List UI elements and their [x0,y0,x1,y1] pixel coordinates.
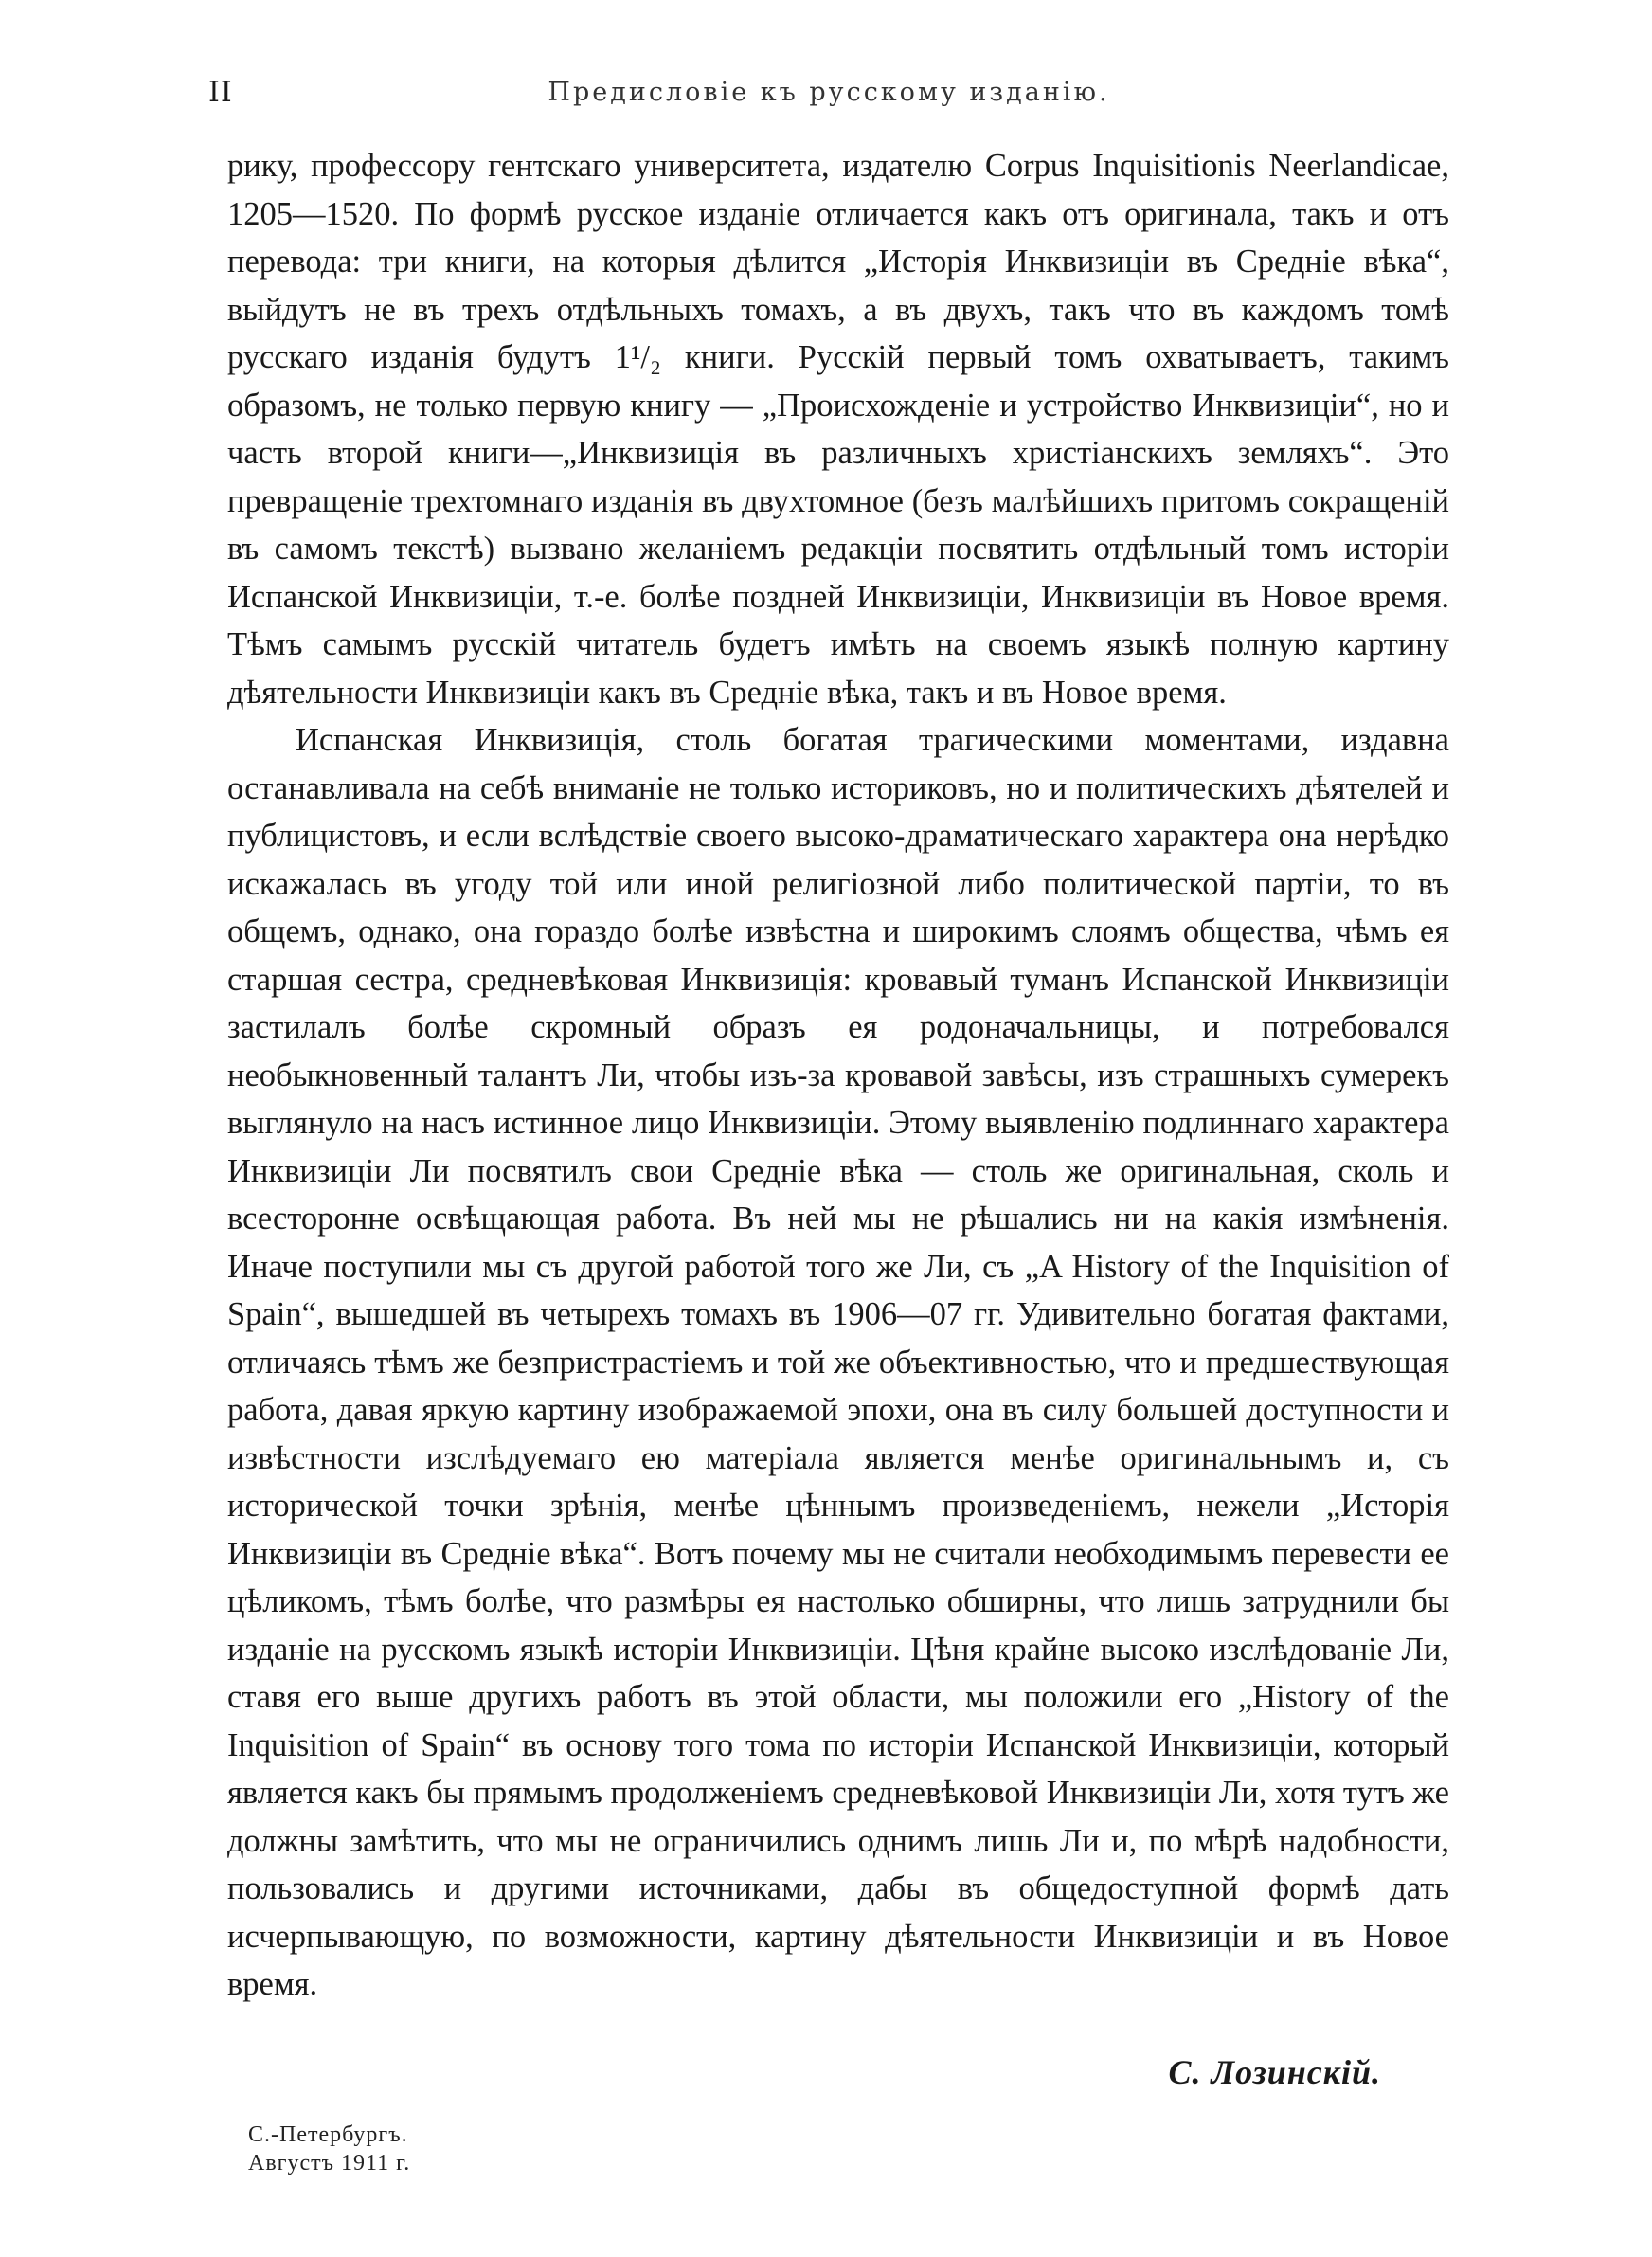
page-header [208,76,1449,123]
paragraph-continuation: рику, профессору гентскаго университета, издателю Corpus Inquisitionis Neerlandicae, 1205—1520. По формѣ русское изданіе отличается какъ отъ оригинала, такъ и отъ перевода: три книги, на которыя дѣлится „Исторія Инквизиціи въ Средніе вѣка“, выйдутъ не въ трехъ отдѣльныхъ томахъ, а въ двухъ, такъ что въ каждомъ томѣ русскаго изданія будутъ 1¹/₂ книги. Русскій первый томъ охватываетъ, такимъ образомъ, не только первую книгу — „Происхожденіе и устройство Инквизиціи“, но и часть второй книги—„Инквизиція въ различныхъ христіанскихъ земляхъ“. Это превращеніе трехтомнаго изданія въ двухтомное (безъ малѣйшихъ притомъ сокращеній въ самомъ текстѣ) вызвано желаніемъ редакціи посвятить отдѣльный томъ исторіи Испанской Инквизиціи, т.-е. болѣе поздней Инквизиціи, Инквизиціи въ Новое время. Тѣмъ самымъ русскій читатель будетъ имѣть на своемъ языкѣ полную картину дѣятельности Инквизиціи какъ въ Средніе вѣка, такъ и въ Новое время. [227,148,1449,711]
date: Августъ 1911 г. [248,2151,411,2176]
author-signature: С. Лозинскій. [1168,2053,1381,2091]
paragraph-spanish-inquisition: Испанская Инквизиція, столь богатая трагическими моментами, издавна останавливала на себѣ вниманіе не только историковъ, но и политическихъ дѣятелей и публицистовъ, и если вслѣдствіе своего высоко-драматическаго характера она нерѣдко искажалась въ угоду той или иной религіозной либо политической партіи, то въ общемъ, однако, она гораздо болѣе извѣстна и широкимъ слоямъ общества, чѣмъ ея старшая сестра, средневѣковая Инквизиція: кровавый туманъ Испанской Инквизиціи застилалъ болѣе скромный образъ ея родоначальницы, и потребовался необыкновенный талантъ Ли, чтобы изъ-за кровавой завѣсы, изъ страшныхъ сумерекъ выглянуло на насъ истинное лицо Инквизиціи. Этому выявленію подлиннаго характера Инквизиціи Ли посвятилъ свои Средніе вѣка — столь же оригинальная, сколь и всесторонне освѣщающая работа. Въ ней мы не рѣшались ни на какія измѣненія. Иначе поступили мы съ другой работой того же Ли, съ „A History of the Inquisition of Spain“, вышедшей въ четырехъ томахъ въ 1906—07 гг. Удивительно богатая фактами, отличаясь тѣмъ же безпристрастіемъ и той же объективностью, что и предшествующая работа, давая яркую картину изображаемой эпохи, она въ силу большей доступности и извѣстности изслѣдуемаго ею матеріала является менѣе оригинальнымъ и, съ исторической точки зрѣнія, менѣе цѣннымъ произведеніемъ, нежели „Исторія Инквизиціи въ Средніе вѣка“. Вотъ почему мы не считали необходимымъ перевести ее цѣликомъ, тѣмъ болѣе, что размѣры ея настолько обширны, что лишь затруднили бы изданіе на русскомъ языкѣ исторіи Инквизиціи. Цѣня крайне высоко изслѣдованіе Ли, ставя его выше другихъ работъ въ этой области, мы положили его „History of the Inquisition of Spain“ въ основу того тома по исторіи Испанской Инквизиціи, который является какъ бы прямымъ продолженіемъ средневѣковой Инквизиціи Ли, хотя тутъ же должны замѣтить, что мы не ограничились однимъ лишь Ли и, по мѣрѣ надобности, пользовались и другими источниками, дабы въ общедоступной формѣ дать исчерпывающую, по возможности, картину дѣятельности Инквизиціи и въ Новое время. [227,722,1449,2002]
page-number: II [208,76,233,109]
body-text [227,142,1449,2009]
place-date [248,2121,410,2177]
place: С.-Петербургъ. [248,2122,408,2147]
running-title: Предисловіе къ русскому изданію. [548,78,1110,107]
